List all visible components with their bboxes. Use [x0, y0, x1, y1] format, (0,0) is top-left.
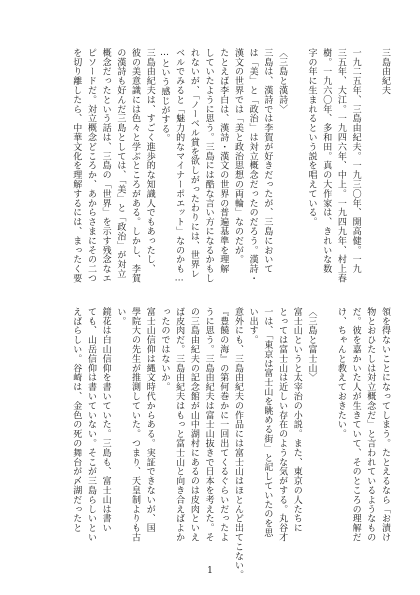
text-line: の三島由紀夫の記念館が山中湖村にあるのは皮肉といえ	[188, 307, 199, 542]
text-line	[318, 307, 333, 557]
text-line: 一九二五年、三島由紀夫。一九三〇年、開高健。一九	[350, 48, 361, 274]
text-line: 〈三島と富士山〉	[306, 307, 317, 383]
text-line: ても、山岳信仰は書いていない。そこが三島らしいとい	[85, 307, 96, 542]
text-line: していたように思う。三島には酷な言い方になるかもし	[203, 48, 214, 283]
text-line: 物とおひたしは対立概念だ」と言われているようなもの	[365, 307, 376, 542]
text-line	[363, 48, 378, 293]
page-number: 1	[207, 566, 213, 576]
text-line: ば皮肉だ。三島由紀夫はもっと富士山と向き合えばよか	[174, 307, 185, 542]
text-line: 意外にも、三島由紀夫の作品には富士山はほとんど出てこない。	[232, 307, 243, 580]
text-line: たとえば李白は、漢詩・漢文の世界の普遍基準を理解	[218, 48, 229, 274]
text-line: ベルでみると「魅力的なマイナーポエット」なのかも…	[174, 48, 185, 284]
text-line: とっては富士山は近しい存在のような気がする。丸谷才	[277, 307, 288, 542]
text-line: えばらしい。谷崎は、金色の死の舞台が〆湖だったと	[71, 307, 82, 533]
text-line: 概念だったという話は、三島の「世界」を示す残念なエ	[100, 48, 111, 283]
text-line: 字の年に生まれるという説を唱えている。	[306, 48, 317, 227]
text-line: い。	[115, 307, 126, 326]
text-line: 三島由紀夫	[380, 48, 390, 95]
text-line: 鏡花は白山信仰を書いていた。三島も、富士山は書い	[100, 307, 111, 533]
text-line: ピソードだ。対立概念どころか、あからさまにその二つ	[85, 48, 96, 283]
lower-text-block	[34, 307, 392, 580]
text-line: 漢文の世界では「美と政治思想の両輪」なのだが。	[232, 48, 243, 265]
text-line: 三島由紀夫は、すごく進歩的な知識人でもあったし、	[144, 48, 155, 274]
text-line: 樹。一九六〇年、多和田。真の大作家は、きれいな数	[321, 48, 332, 274]
text-line: だ。彼を嘉かいた人が生きていて、そのところの理解だ	[350, 307, 361, 542]
upper-text-block	[34, 48, 392, 293]
text-line: 彼の美意識には色々と学ぶところがある。しかし、李賀	[130, 48, 141, 283]
text-line: 三五年、大江。一九四六年、中上。一九四九年、村上春	[335, 48, 346, 283]
text-line: い出す。	[247, 307, 258, 345]
text-line: 一は、「東京は富士山を眺める街」と記していたのを思	[262, 307, 273, 538]
text-line: 富士山信仰は縄文時代からある。実証できないが、国	[144, 307, 155, 533]
text-line: うに思う。三島由紀夫は富士山抜きで日本を考えた。そ	[203, 307, 214, 542]
text-line: …という感じがする。	[159, 48, 170, 143]
text-line: を切り離したら、中華文化を理解するには、まったく要	[71, 48, 82, 283]
text-line: れないが、「ノーベル賞を欲しがったわりには、世界レ	[188, 48, 199, 279]
text-line: は「美」と「政治」は対立概念だったのだろう。漢詩・	[247, 48, 258, 283]
text-line: ったのではないか。	[159, 307, 170, 392]
text-line: の漢詩も好んだ三島としては、「美」と「政治」が対立	[115, 48, 126, 279]
text-line: 『豊饒の海』の第何巻かに一回出てくるぐらいだったよ	[218, 307, 229, 542]
text-line: 富士山というと太宰治の小説。また、東京の人たちに	[291, 307, 302, 533]
text-line: け、ちゃんと教えておきたい。	[335, 307, 346, 439]
text-line: 領を得ないことになってしまう。たとえるなら「お漬け	[380, 307, 390, 542]
text-line	[289, 48, 304, 293]
text-line: 〈三島と漢詩〉	[277, 48, 288, 114]
text-line: 學院大の先生が推測していた。つまり、天皇制よりも古	[130, 307, 141, 542]
text-line: 三島は、漢詩では李賀が好きだったが、三島において	[262, 48, 273, 274]
